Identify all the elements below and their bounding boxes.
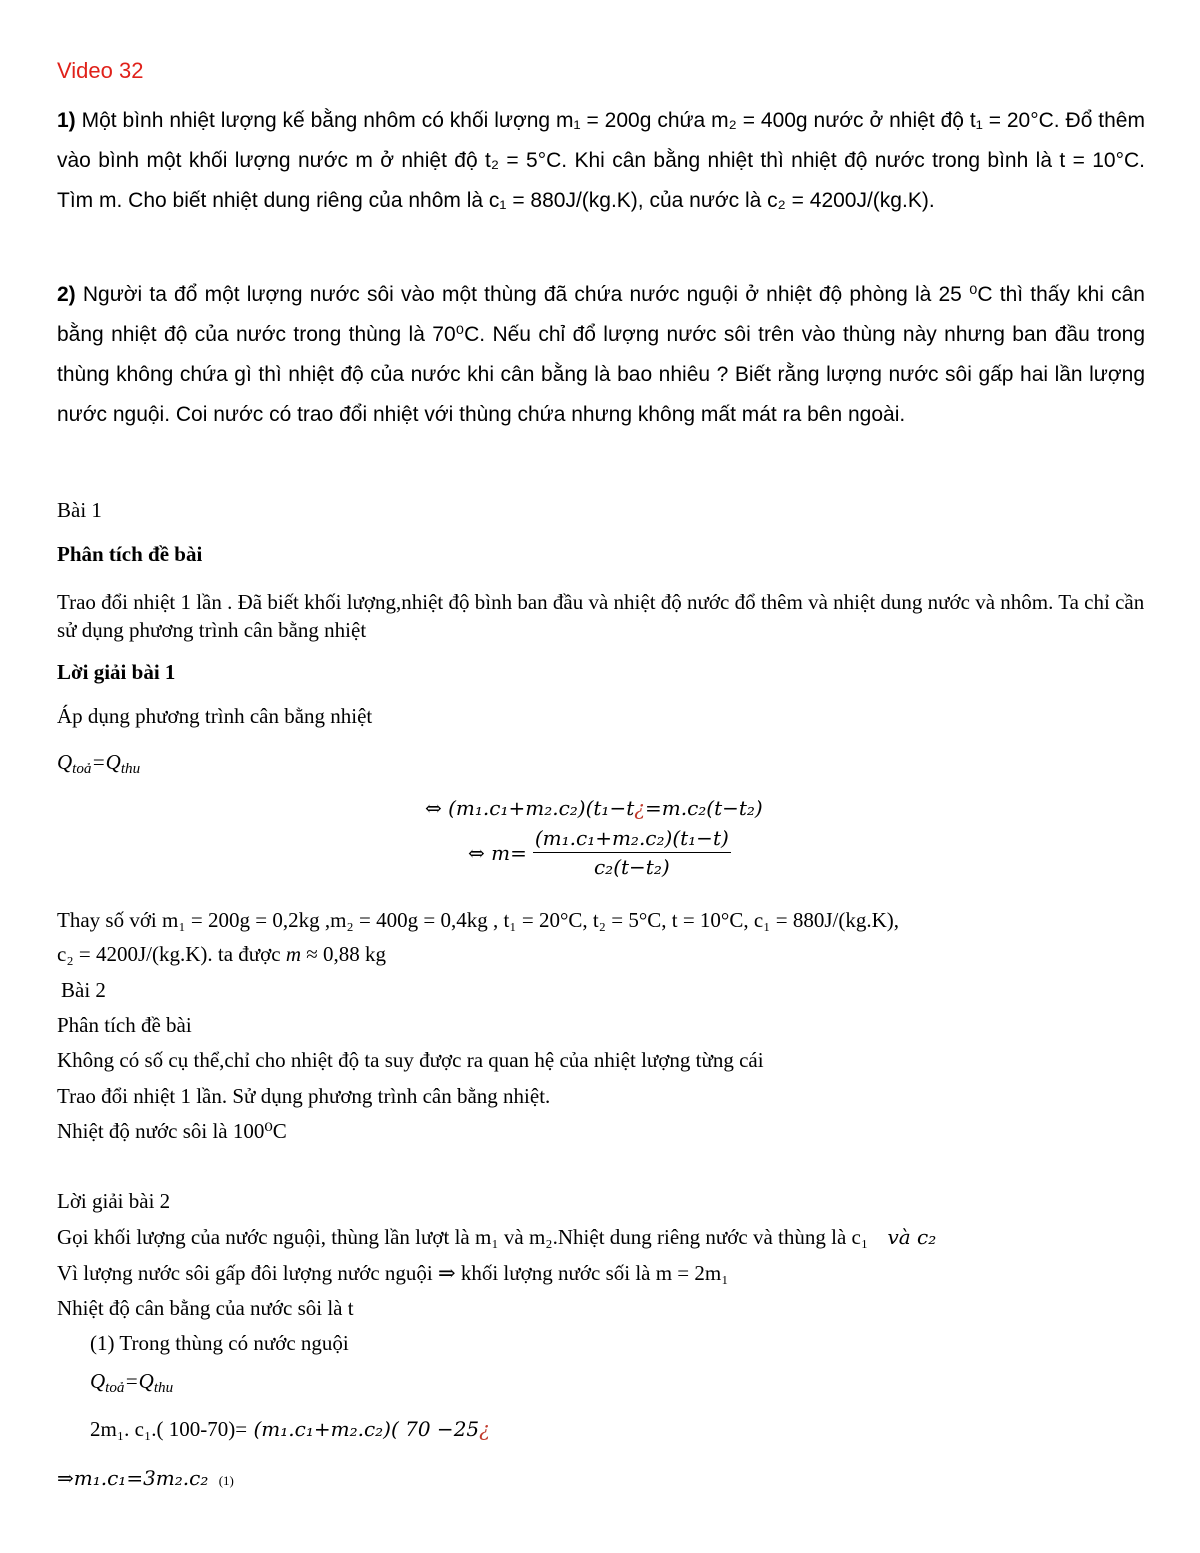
heat-balance-2: $Q_{toả}=Q_{thu}$ — [90, 1369, 174, 1396]
video-title: Video 32 — [57, 58, 144, 83]
solution-2-line-4 — [57, 1225, 936, 1250]
q-thu-sub: thu — [153, 1379, 174, 1396]
solution-2-title: Lời giải bài 2 — [57, 1189, 171, 1213]
equation-2-denominator: c₂(t−t₂) — [593, 855, 670, 879]
substitution-result: ≈ 0,88 kg — [301, 942, 387, 966]
heat-balance-1: $Q_{toả}=Q_{thu}$ — [57, 750, 141, 777]
solution-2-line-4-symbols: và c₂ — [887, 1225, 937, 1249]
equation-3-glyph: ¿ — [479, 1417, 490, 1441]
solution-1-title: Lời giải bài 1 — [57, 660, 176, 684]
problem-1-number: 1) — [57, 109, 76, 132]
equation-4-tag: (1) — [218, 1473, 234, 1488]
solution-2-line-3: Nhiệt độ nước sôi là 100⁰C — [57, 1119, 287, 1143]
q-symbol: Q — [138, 1369, 154, 1393]
solution-2-analysis-title: Phân tích đề bài — [57, 1013, 192, 1037]
substitution-text: c₂ = 4200J/(kg.K). ta được — [57, 942, 286, 966]
solution-1-analysis-title: Phân tích đề bài — [57, 542, 203, 566]
problem-2 — [57, 275, 1145, 435]
solution-1-heading: Bài 1 — [57, 498, 102, 522]
equation-4 — [57, 1466, 234, 1490]
q-toa-sub: toả — [72, 760, 92, 777]
q-symbol: Q — [105, 750, 121, 774]
case-1: (1) Trong thùng có nước nguội — [90, 1331, 349, 1355]
equation-2 — [468, 826, 731, 879]
solution-1-analysis-text: Trao đổi nhiệt 1 lần . Đã biết khối lượng,nhiệt độ bình ban đầu và nhiệt độ nước đổ thêm và nhiệt dung nước và nhôm. Ta chỉ cần sử dụng phương trình cân bằng nhiệt — [57, 590, 1145, 642]
equation-1 — [425, 796, 763, 820]
equation-3-lhs: 2m₁. c₁.( 100-70)= — [90, 1417, 248, 1441]
problem-2-text: Người ta đổ một lượng nước sôi vào một thùng đã chứa nước nguội ở nhiệt độ phòng là 25 ⁰C thì thấy khi cân bằng nhiệt độ của nước trong thùng là 70⁰C. Nếu chỉ đổ lượng nước sôi trên vào thùng này nhưng ban đầu trong thùng không chứa gì thì nhiệt độ của nước khi cân bằng là bao nhiêu ? Biết rằng lượng nước sôi gấp hai lần lượng nước nguội. Coi nước có trao đổi nhiệt với thùng chứa nhưng không mất mát ra bên ngoài. — [57, 283, 1145, 426]
problem-1 — [57, 101, 1145, 221]
solution-2-line-2: Trao đổi nhiệt 1 lần. Sử dụng phương trình cân bằng nhiệt. — [57, 1084, 551, 1108]
substitution-line-2 — [57, 942, 386, 967]
problem-2-number: 2) — [57, 283, 76, 306]
substitution-line-1: Thay số với m₁ = 200g = 0,2kg ,m₂ = 400g = 0,4kg , t₁ = 20°C, t₂ = 5°C, t = 10°C, c₁ = 880J/(kg.K), — [57, 908, 899, 932]
q-toa-sub: toả — [105, 1379, 125, 1396]
problem-1-text: Một bình nhiệt lượng kế bằng nhôm có khối lượng m₁ = 200g chứa m₂ = 400g nước ở nhiệt độ t₁ = 20°C. Đổ thêm vào bình một khối lượng nước m ở nhiệt độ t₂ = 5°C. Khi cân bằng nhiệt thì nhiệt độ nước trong bình là t = 10°C. Tìm m. Cho biết nhiệt dung riêng của nhôm là c₁ = 880J/(kg.K), của nước là c₂ = 4200J/(kg.K). — [57, 109, 1145, 212]
equation-1-glyph: ¿ — [634, 796, 645, 820]
solution-2-line-1: Không có số cụ thể,chỉ cho nhiệt độ ta suy được ra quan hệ của nhiệt lượng từng cái — [57, 1048, 764, 1072]
equation-4-main: ⇒m₁.c₁=3m₂.c₂ — [57, 1466, 209, 1490]
solution-2-line-6: Nhiệt độ cân bằng của nước sôi là t — [57, 1296, 354, 1320]
equation-3 — [90, 1417, 490, 1442]
equation-2-numerator: (m₁.c₁+m₂.c₂)(t₁−t) — [533, 826, 731, 853]
solution-1-apply: Áp dụng phương trình cân bằng nhiệt — [57, 704, 373, 728]
q-symbol: Q — [57, 750, 73, 774]
m-symbol: m — [285, 942, 302, 966]
equation-3-rhs: (m₁.c₁+m₂.c₂)( 70 −25 — [247, 1417, 480, 1441]
q-symbol: Q — [90, 1369, 106, 1393]
solution-2-heading: Bài 2 — [61, 978, 106, 1002]
equation-1-main: ⇔ (m₁.c₁+m₂.c₂)(t₁−t — [425, 796, 635, 820]
solution-2-line-5: Vì lượng nước sôi gấp đôi lượng nước nguội ⇒ khối lượng nước sối là m = 2m₁ — [57, 1261, 729, 1285]
equation-1-tail: =m.c₂(t−t₂) — [644, 796, 763, 820]
equation-2-lhs: ⇔ m= — [468, 840, 527, 865]
solution-2-line-4-text: Gọi khối lượng của nước nguội, thùng lần lượt là m₁ và m₂.Nhiệt dung riêng nước và thùng là c₁ — [57, 1225, 869, 1249]
equation-2-fraction — [533, 826, 731, 879]
q-thu-sub: thu — [120, 760, 141, 777]
